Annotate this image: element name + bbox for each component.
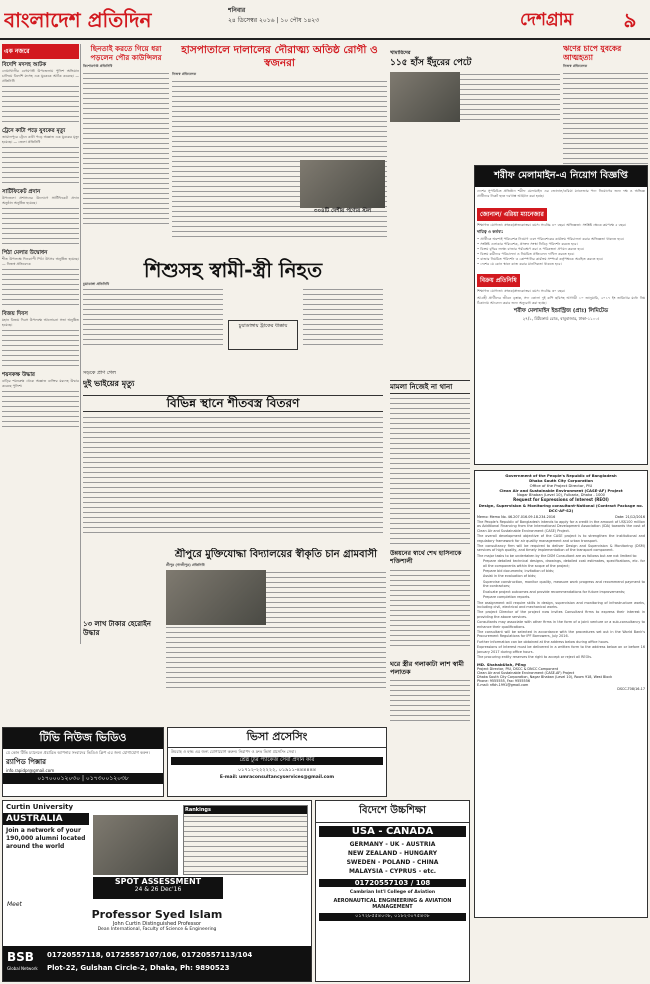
masthead-day: শনিবার (228, 7, 246, 14)
story-sreepur (166, 548, 386, 723)
curtin-spot (93, 877, 223, 899)
story-councillor (83, 44, 169, 254)
curtin-spot-dates: 24 & 26 Dec'16 (134, 886, 182, 893)
curtin-ad (2, 800, 312, 982)
tender-paragraph: The consultant will be selected in accordance with the procedures set out in the World Bank's Procurement Regulations for IPF Borrowers, July 2016. (477, 629, 645, 639)
tv-ad-title: টিভি নিউজ ভিডিও (3, 728, 163, 749)
story-development-title: উন্নয়নের স্বার্থে শেখ হাসিনাকে শক্তিশালী (390, 550, 462, 565)
tender-signatory-phone: Phone: 9555555, Fax: 9555556 (477, 679, 531, 684)
brief-item (2, 250, 79, 307)
visa-ad-tag: শ্রেষ্ঠ ট্যুর প্যাকেজ সেবা প্রদান করি (171, 757, 383, 765)
tender-notice (474, 470, 648, 918)
brief-title: পিঠা মেলার উদ্বোধন (2, 250, 48, 256)
story-brothers-title: দুই ভাইয়ের মৃত্যু (83, 379, 135, 388)
brief-title: বিজয় দিবস (2, 311, 28, 317)
briefs-box-title: এক নজরে (2, 44, 79, 59)
story-chuadanga-body (83, 287, 223, 349)
tender-paragraph: Prepare bid documents; invitation of bids; (483, 569, 555, 574)
page-number: ৯ (623, 8, 637, 32)
position2-requirements: শিক্ষাগত যোগ্যতা: স্নাতক/স্নাতকোত্তর। বয়স: সর্বোচ্চ ৩০ বছর। (477, 289, 566, 293)
story-ducks (390, 50, 560, 155)
story-heroin-title: ১৩ লাখ টাকার হেরোইন উদ্ধার (83, 620, 151, 637)
brief-body: বাড়ির শয়নকক্ষ থেকে অজ্ঞাত ব্যক্তির মরদেহ উদ্ধার করেছে পুলিশ। (2, 379, 79, 388)
duty-item: • বিক্রয় বৃদ্ধির লক্ষ্যে বাজার পর্যবেক্ষণ করা ও পরিকল্পনা প্রণয়ন করতে হবে। (477, 247, 585, 251)
story-thana-body (390, 396, 470, 546)
tender-paragraph: Supervise construction, monitor quality, measure work progress and recommend payment to the contractors; (483, 579, 645, 589)
bsb-logo: BSB (7, 950, 34, 964)
tender-date: Date: 21/12/2016 (615, 515, 645, 519)
study-country-list (316, 840, 469, 876)
tender-ref: DSCC-T08/16-17 (617, 687, 645, 692)
brief-body: উপজেলা প্রশাসনের উদ্যোগে সার্টিফিকেট প্রদান অনুষ্ঠান অনুষ্ঠিত হয়েছে। (2, 196, 79, 205)
curtin-meet (7, 901, 307, 941)
recruitment-ad (474, 165, 648, 465)
story-councillor-title: ছিনতাই করতে গিয়ে ধরা পড়লেন পৌর কাউন্সিলর (90, 44, 162, 62)
sreepur-photo (166, 570, 266, 625)
brief-body: মহান বিজয় দিবস উপলক্ষে আলোচনা সভা অনুষ্ঠিত হয়েছে। (2, 318, 79, 327)
curtin-footer (3, 946, 311, 981)
visa-ad (167, 727, 387, 797)
tender-signatory-email: E-mail: nfbh.1991@gmail.com (477, 683, 529, 688)
story-wife (390, 660, 470, 730)
tv-ad-phone: ০১৭০০০১২০৩০ | ০১৭৩০০১২০৩৮ (3, 773, 163, 784)
study-title: বিদেশে উচ্চশিক্ষা (316, 801, 469, 823)
story-brothers-sub: সড়কে প্রাণ গেল (83, 370, 116, 376)
masthead-date: ২৪ ডিসেম্বর ২০১৬ | ১০ পৌষ ১৪২৩ (228, 17, 320, 24)
story-brothers (83, 370, 163, 396)
study-phone: 01720557103 / 108 (319, 879, 466, 887)
curtin-person: Professor Syed Islam (91, 908, 223, 921)
tender-more-paragraphs (477, 601, 645, 660)
tender-paragraph: The project Director of the project now invites Consultant firms to express their interest in providing the above services. (477, 610, 645, 619)
study-country-item: MALAYSIA - CYPRUS - etc. (348, 868, 437, 875)
bsb-sub: Global Network (7, 966, 38, 971)
curtin-meet-label: Meet (7, 901, 22, 908)
tender-signatory-org: Clean Air and Sustainable Environment (CASE-AF) Project (477, 671, 575, 676)
curtin-person-title: John Curtin Distinguished Professor (112, 921, 202, 927)
tender-paragraph: Further information can be obtained at the address below during office hours. (477, 639, 610, 644)
tender-paragraph: Assist in the evaluation of bids; (483, 574, 537, 579)
brief-body: জামালপুরে ট্রেনে কাটা পড়ে অজ্ঞাত এক যুবকের মৃত্যু হয়েছে। — জেলা প্রতিনিধি (2, 135, 79, 144)
story-sreepur-title: শ্রীপুরে মুক্তিযোদ্ধা বিদ্যালয়ের স্বীকৃতি চান গ্রামবাসী (175, 549, 377, 560)
story-chuadanga-byline: চুয়াডাঙ্গা প্রতিনিধি (83, 282, 110, 286)
curtin-rankings-label: Rankings (184, 806, 307, 814)
study-country-item: SWEDEN - POLAND - CHINA (346, 859, 439, 866)
duty-item: • প্রার্থীকে অবশ্যই পরিবেশক নিয়োগ এবং পরিবেশকের কার্যক্রম পরিচালনা করার অভিজ্ঞতা থাকতে হবে। (477, 237, 624, 241)
aviation-label: AERONAUTICAL ENGINEERING & AVIATION MANAGEMENT (333, 898, 452, 910)
duty-item: • সংশ্লিষ্ট এলাকার পরিবেশক, প্রাক্তন সংস্থা নিবিড় পরিদর্শন করতে হবে। (477, 242, 578, 246)
masthead (0, 0, 650, 40)
tender-request: Request for Expressions of Interest (REOI) (513, 497, 609, 502)
tender-memo: Memo: Memo No. 46.207.016.09.18.234.2016 (477, 515, 556, 519)
tender-paragraph: The People's Republic of Bangladesh intends to apply for a credit in the amount of US$100 million as Additional Financing from the International Development Association (IDA) towards the cost of Clean Air and Sustainable Environment (CASE) Project. (477, 520, 645, 533)
story-winter (83, 395, 383, 545)
brief-title: বিদেশি মদসহ আটক (2, 62, 47, 68)
tv-ad-email: info.rapidpr@gmail.com (6, 768, 55, 773)
story-hospital-title: হাসপাতালে দালালের দৌরাত্ম্য অতিষ্ঠ রোগী ও স্বজনরা (181, 44, 378, 69)
duty-item: • বিক্রয় কর্মীদের পরিচালনা ও নিয়মিত প্রতিবেদন দাখিল করতে হবে। (477, 252, 575, 256)
tender-paragraph: Consultants may associate with other firms in the form of a joint venture or a sub-consultancy to enhance their qualifications. (477, 620, 645, 629)
company-address: ২৭/১, মিটফোর্ড রোড, বাবুবাজার, ঢাকা-১১০০। (522, 316, 600, 321)
brief-body: শীত উপলক্ষে দিনব্যাপী পিঠা উৎসব অনুষ্ঠিত হয়েছে। — নিজস্ব প্রতিবেদক (2, 257, 79, 266)
study-abroad-ad (315, 800, 470, 982)
story-hospital (172, 44, 387, 254)
briefs-list (2, 62, 79, 429)
tender-signatory-title: Project Director, PIU, DSCC & DNCC Component (477, 667, 559, 672)
duty-item: • বাজার নিয়মিত পরিদর্শন ও কোম্পানির কার্যক্রম সম্পর্কে কর্তৃপক্ষকে অবহিত করতে হবে। (477, 257, 604, 261)
brief-item (2, 62, 79, 124)
story-development-body (390, 568, 470, 648)
position1-requirements: শিক্ষাগত যোগ্যতা: স্নাতক/স্নাতকোত্তর। বয়স: সর্বোচ্চ ৪০ বছর। অভিজ্ঞতা: সংশ্লিষ্ট ক্ষেত্রে কমপক্ষে ৫ বছর। (477, 223, 627, 227)
section-name: দেশগ্রাম (520, 10, 573, 30)
tender-paragraph: The procuring entity reserves the right to accept or reject all REOIs. (477, 654, 593, 659)
tender-paragraph: The consultancy firm will be required to deliver Design and Supervision & Monitoring (DSM) services of high quality, and timely implementation of the transport component. (477, 544, 645, 553)
pull-quote-text: চুয়াডাঙ্গায় ট্রাকের ধাক্কায় (238, 323, 288, 329)
curtin-country: AUSTRALIA (3, 813, 89, 825)
story-councillor-byline: কিশোরগঞ্জ প্রতিনিধি (83, 64, 113, 68)
tender-address: Nagar Bhaban (Level 10), Fulbaria, Dhaka - 1000 (517, 493, 605, 497)
recruitment-intro: দেশের সুপরিচিত প্রতিষ্ঠান শরীফ মেলামাইন এর জোনাল/এরিয়া ম্যানেজার পদে নিয়োগের জন্য দক্ষ ও অভিজ্ঞ প্রার্থীদের নিকট হতে দরখাস্ত আহ্বান করা হচ্ছে। (477, 189, 645, 198)
story-winter-title: বিভিন্ন স্থানে শীতবস্ত্র বিতরণ (83, 395, 383, 412)
story-suicide-title: ঋণের চাপে যুবকের আত্মহত্যা (563, 44, 622, 62)
story-sreepur-byline: শ্রীপুর (গাজীপুর) প্রতিনিধি (166, 563, 205, 567)
cambrian-name: Cambrian Int'l College of Aviation (349, 890, 436, 895)
brief-item (2, 189, 79, 246)
story-suicide-byline: নিজস্ব প্রতিবেদক (563, 64, 588, 68)
curtin-name: Curtin University (6, 803, 74, 811)
story-hospital-byline: নিজস্ব প্রতিবেদক (172, 72, 197, 76)
tender-office2: Office of the Project Director, PIU (529, 483, 593, 488)
visa-ad-email: E-mail: umraconsultancyservices@gmail.com (219, 775, 335, 780)
tender-paragraph: The major tasks to be undertaken by the DSM Consultant are as follows but are not limited to: (477, 553, 638, 558)
curtin-phones: 01720557118, 01725557107/106, 01720557113/104 (47, 951, 253, 959)
curtin-spot-label: SPOT ASSESSMENT (114, 877, 202, 886)
tender-assignment: Design, Supervision & Monitoring consultant-National (Contract Package no. DCC-AF-S2) (478, 503, 644, 513)
position1-label: জোনাল/ এরিয়া ম্যানেজার (477, 208, 547, 221)
tender-paragraph: The overall development objective of the CASE project is to strengthen the institutional and regulatory framework for air quality management and urban transport. (477, 534, 645, 543)
story-chuadanga-body-2 (303, 287, 383, 349)
tender-paragraph: Prepare detailed technical designs, drawings, detailed cost estimates, specifications, etc. for all the components within the scope of the project; (483, 559, 645, 568)
tender-paragraph: The assignment will require skills in design, supervision and monitoring of infrastructure works, including civil, electrical and mechanical works. (477, 600, 645, 609)
duty-item: • দেশের যে কোন স্থানে কাজ করার মানসিকতা থাকতে হবে। (477, 262, 562, 266)
tender-paragraphs (477, 520, 645, 558)
fair-caption: ৩০৪টি দেশীয় পণ্যের স্টল (313, 208, 372, 214)
pull-quote (228, 320, 298, 350)
story-chuadanga (83, 258, 383, 373)
recruitment-ad-title: শরীফ মেলামাইন-এ নিয়োগ বিজ্ঞপ্তি (475, 166, 647, 187)
tender-office1: Dhaka South City Corporation (529, 478, 593, 483)
story-ducks-title: ১১৫ হাঁস ইঁদুরের পেটে (390, 58, 472, 68)
brief-item (2, 311, 79, 368)
tender-tasks (477, 559, 645, 599)
tender-project: Clean Air and Sustainable Environment (CASE-AF) Project (499, 488, 623, 493)
company-name: শরীফ মেলামাইন ইন্ডাস্ট্রিজ (প্রাঃ) লিমিটেড (513, 308, 609, 314)
position2-label: বিক্রয় প্রতিনিধি (477, 274, 520, 287)
study-country-item: NEW ZEALAND - HUNGARY (347, 850, 438, 857)
story-councillor-body (83, 71, 169, 226)
tender-govt: Government of the People's Republic of Bangladesh (505, 473, 617, 478)
brief-title: ট্রেনে কাটা পড়ে যুবকের মৃত্যু (2, 128, 66, 134)
study-countries: USA - CANADA (319, 826, 466, 837)
graduates-photo (93, 815, 178, 875)
aviation-phone: ০১৭২৮৫৫৪০৩৮, ০১৮২৩০৭৫৪৩৮ (319, 913, 466, 921)
curtin-rankings (183, 805, 308, 875)
tv-ad-brand: র‍্যাপিড পিক্সার (6, 758, 47, 766)
tv-news-ad (2, 727, 164, 797)
apply-note: আগ্রহী প্রার্থীদের জীবন বৃত্তান্ত, সদ্য তোলা দুই কপি ছবিসহ আগামী ১০ জানুয়ারি, ২০১৭ ইং তারিখের মধ্যে নিম্ন ঠিকানায় আবেদন করার জন্য অনুরোধ করা হচ্ছে। (477, 296, 645, 305)
visa-ad-contact: ০১৭১২-২২২২২২, ০১৯১১-৪৪৪৪৪৪ (237, 767, 317, 773)
curtin-person-sub: Dean International, Faculty of Science & Engineering (97, 927, 217, 932)
paper-logo: বাংলাদেশ প্রতিদিন (4, 8, 152, 32)
brief-item (2, 372, 79, 429)
visa-ad-title: ভিসা প্রসেসিং (168, 728, 386, 748)
story-wife-body (390, 678, 470, 723)
story-thana-title: মামলা নিজেই না থানা (390, 380, 470, 394)
duties-list (475, 237, 647, 267)
fair-photo (300, 160, 385, 220)
brief-title: শয়নকক্ষ উদ্ধার (2, 372, 35, 378)
visa-ad-body: উমরাহ ও হজ্জ এর জন্য যোগাযোগ করুন। নিরাপদ ও দ্রুত ভিসা প্রসেসিং সেবা। (171, 749, 296, 754)
study-country-item: GERMANY - UK - AUSTRIA (349, 841, 436, 848)
tender-paragraph: Prepare completion reports. (483, 595, 531, 600)
briefs-column (2, 44, 79, 644)
story-chuadanga-title: শিশুসহ স্বামী-স্ত্রী নিহত (143, 258, 323, 282)
duties-label: দায়িত্ব ও কর্তব্য: (477, 229, 504, 234)
story-development (390, 550, 470, 660)
tender-paragraph: Evaluate project outcomes and provide recommendations for future improvements; (483, 589, 626, 594)
tender-signatory: MD. ShahabUlah, PEng (477, 662, 526, 668)
story-ducks-kicker: খামারিদের (390, 50, 411, 56)
tender-signatory-addr: Dhaka South City Corporation, Nagar Bhaban (Level 10), Room 918, West Block (477, 675, 613, 680)
story-heroin (83, 620, 163, 645)
story-thana (390, 380, 470, 550)
tv-ad-body: যে কোন টিভি চ্যানেলে প্রচারিত আপনার সংবাদের ভিডিও ক্লিপ এর জন্য যোগাযোগ করুন। (6, 750, 150, 755)
story-winter-body (83, 415, 383, 535)
brief-title: সার্টিফিকেট প্রদান (2, 189, 41, 195)
tender-paragraph: Expressions of Interest must be delivered in a written form to the address below on or before 16 January 2017 during office hours. (477, 645, 645, 654)
curtin-slogan: Join a network of your 190,000 alumni located around the world (6, 827, 86, 850)
curtin-address: Plot-22, Gulshan Circle-2, Dhaka, Ph: 9890523 (47, 964, 230, 972)
ducks-photo (390, 72, 460, 122)
brief-item (2, 128, 79, 185)
story-wife-title: ঘরে স্ত্রীর গলাকাটা লাশ স্বামী পলাতক (390, 660, 464, 676)
brief-body: নোয়াখালীর বেগমগঞ্জ উপজেলায় পুলিশ অভিযান চালিয়ে বিদেশি মদসহ এক যুবককে আটক করেছে। — প্রতিনিধি (2, 69, 79, 83)
